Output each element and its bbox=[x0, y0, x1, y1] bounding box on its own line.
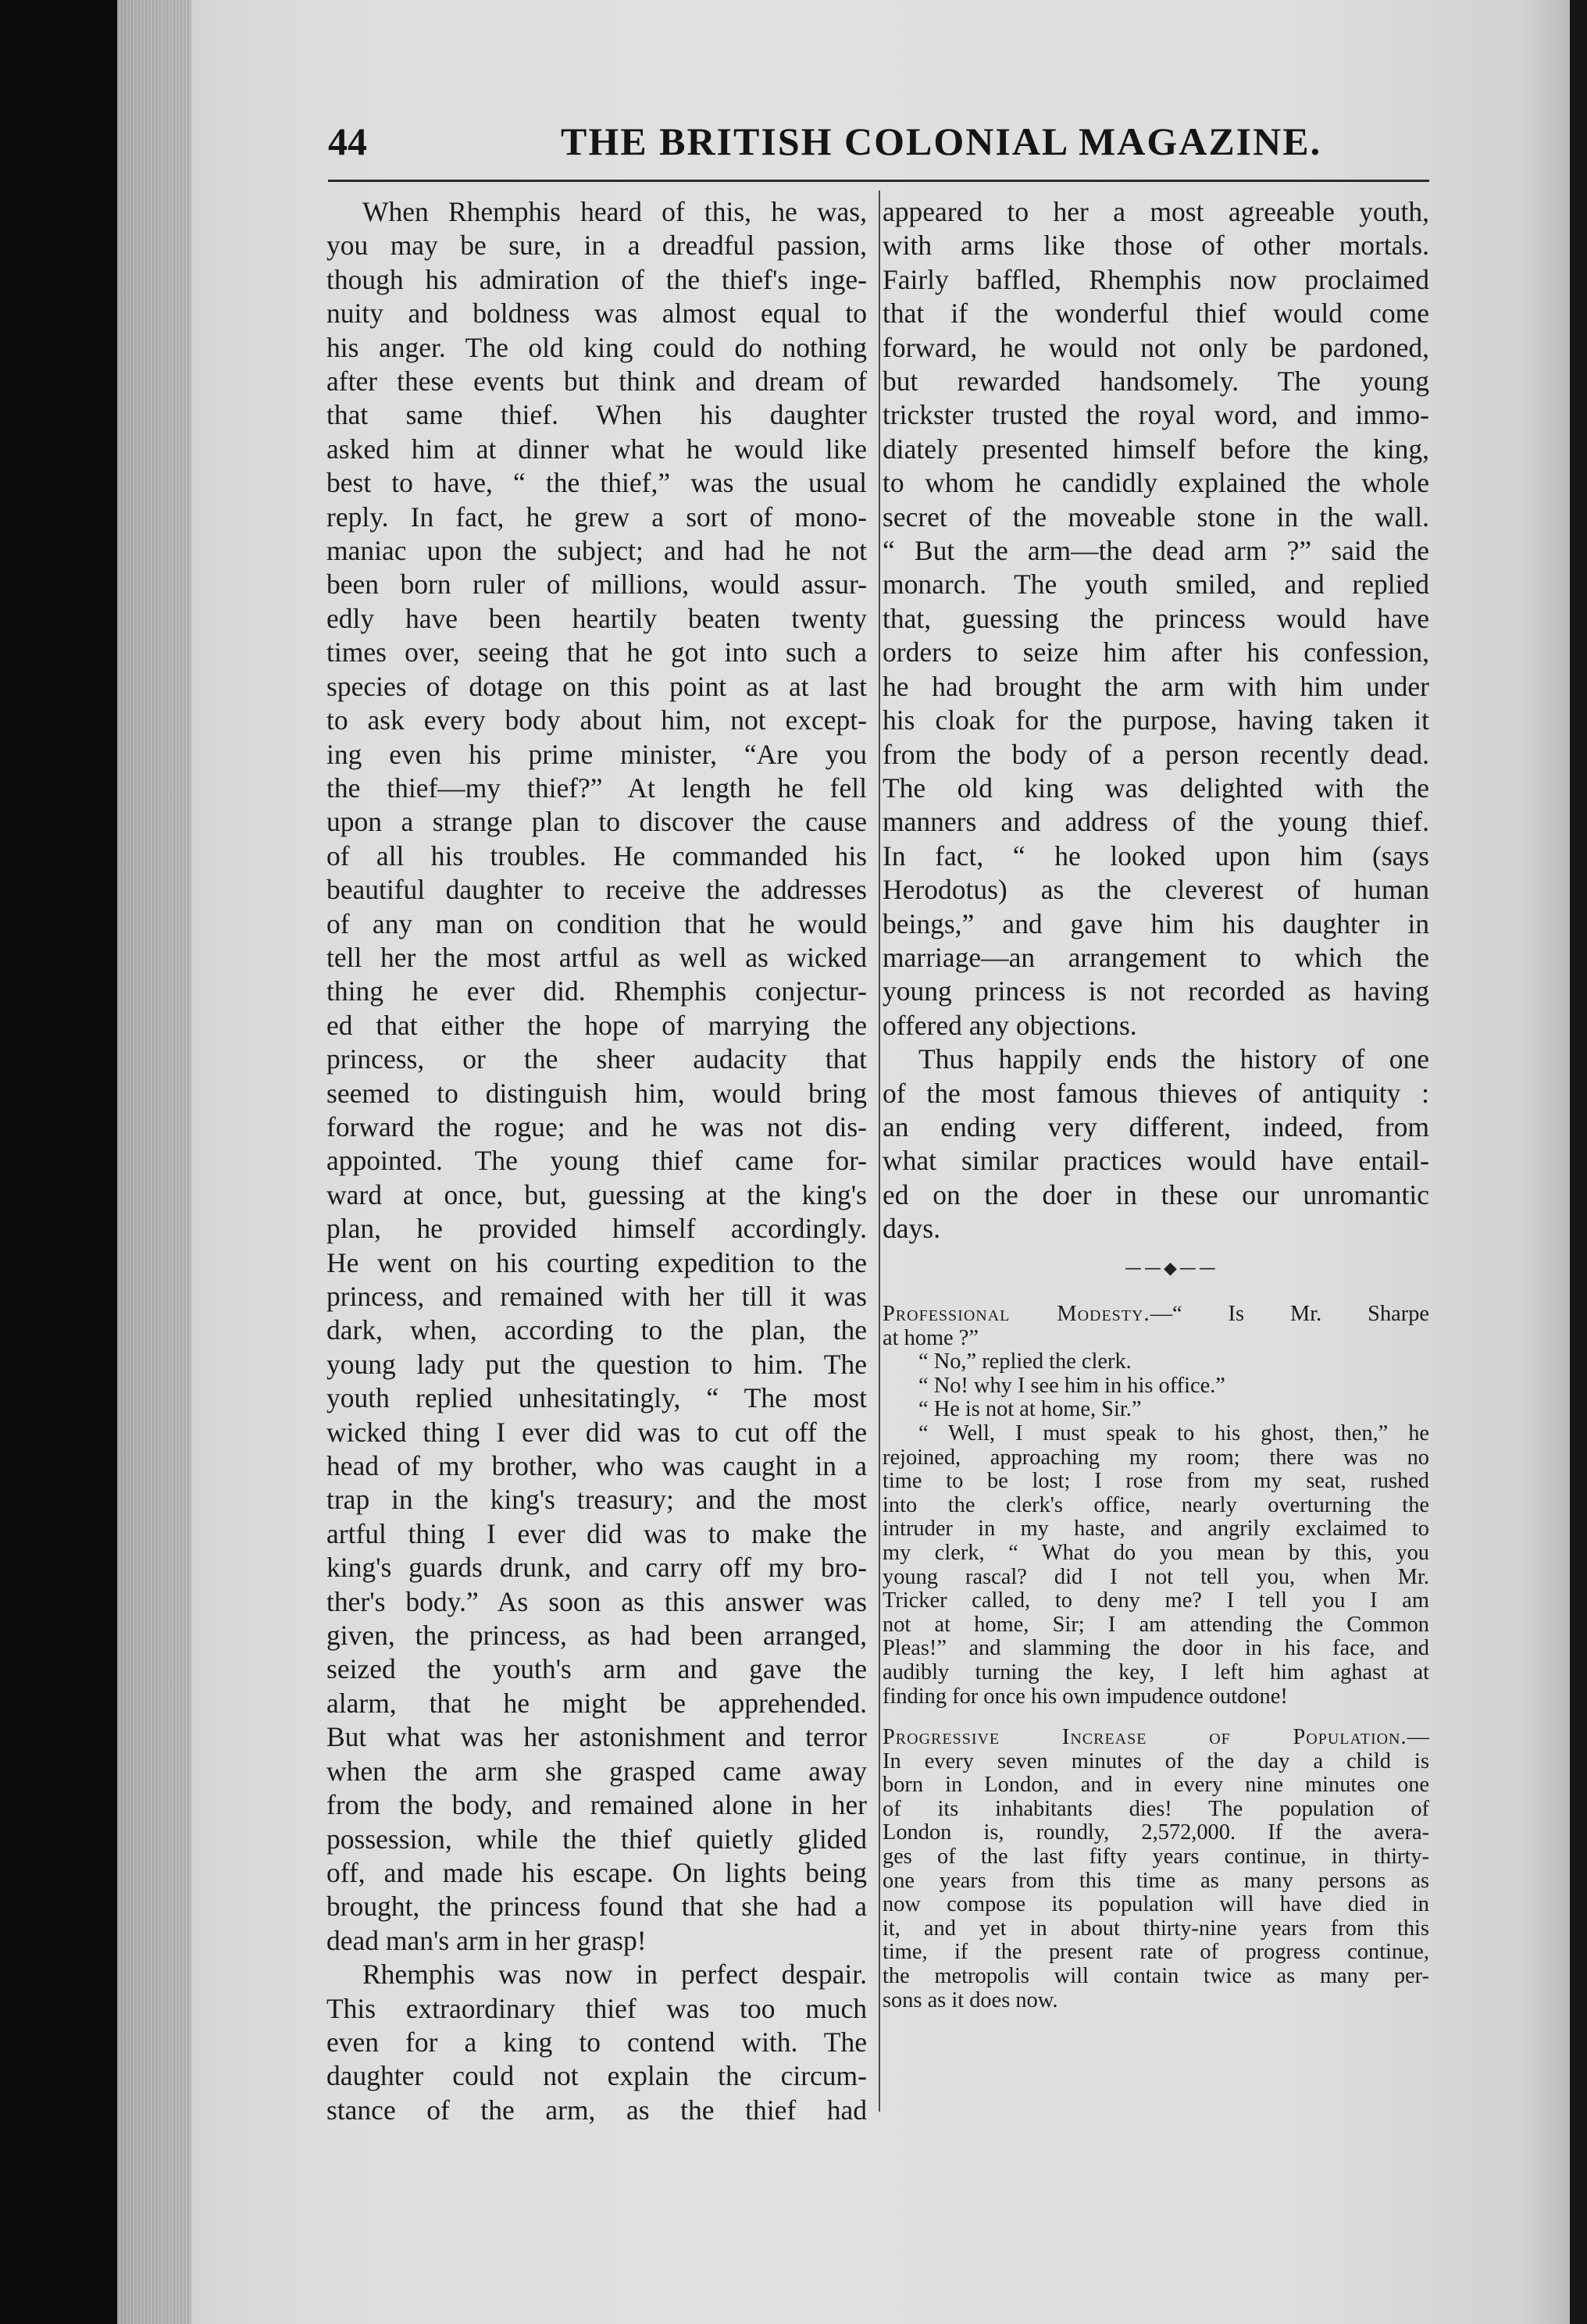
text-line: But what was her astonishment and terror bbox=[326, 1721, 867, 1753]
text-line: forward, he would not only be pardoned, bbox=[883, 331, 1429, 363]
text-line: He went on his courting expedition to the bbox=[326, 1246, 867, 1278]
note-population-increase bbox=[883, 1726, 1429, 2012]
text-line: young lady put the question to him. The bbox=[326, 1348, 867, 1380]
text-line bbox=[883, 1303, 1429, 1327]
text-line: king's guards drunk, and carry off my bro- bbox=[326, 1552, 867, 1584]
page-edge-shadow bbox=[117, 0, 191, 2324]
text-line: from the body of a person recently dead. bbox=[883, 738, 1429, 770]
text-line: “ But the arm—the dead arm ?” said the bbox=[883, 535, 1429, 567]
text-line: When Rhemphis heard of this, he was, bbox=[362, 196, 867, 227]
text-line: he had brought the arm with him under bbox=[883, 670, 1429, 702]
note-title: Progressive Increase of Population. bbox=[883, 1725, 1407, 1750]
text-line: even for a king to contend with. The bbox=[326, 2026, 867, 2058]
notes-column bbox=[883, 1303, 1429, 2012]
column-rule bbox=[879, 191, 880, 2112]
text-line: Thus happily ends the history of one bbox=[918, 1043, 1429, 1075]
text-line: though his admiration of the thief's inge- bbox=[326, 263, 867, 295]
text-line: Fairly baffled, Rhemphis now proclaimed bbox=[883, 263, 1429, 295]
text-line: when the arm she grasped came away bbox=[326, 1755, 867, 1787]
left-column bbox=[326, 195, 867, 2127]
text-line: offered any objections. bbox=[883, 1009, 1137, 1041]
text-line: plan, he provided himself accordingly. bbox=[326, 1213, 867, 1245]
text-line: princess, or the sheer audacity that bbox=[326, 1043, 867, 1075]
text-line: possession, while the thief quietly glided bbox=[326, 1823, 867, 1855]
text-line: This extraordinary thief was too much bbox=[326, 1992, 867, 2024]
text-line: his cloak for the purpose, having taken it bbox=[883, 704, 1429, 736]
text-line: audibly turning the key, I left him aghast at bbox=[883, 1659, 1429, 1684]
text-line: seized the youth's arm and gave the bbox=[326, 1653, 867, 1685]
text-line: “ Well, I must speak to his ghost, then,” he bbox=[918, 1420, 1429, 1445]
text-line: trap in the king's treasury; and the most bbox=[326, 1484, 867, 1516]
text-line: appeared to her a most agreeable youth, bbox=[883, 196, 1429, 227]
text-line: the thief—my thief?” At length he fell bbox=[326, 772, 867, 804]
text-line: to whom he candidly explained the whole bbox=[883, 467, 1429, 499]
text-line: dark, when, according to the plan, the bbox=[326, 1314, 867, 1346]
text-line: days. bbox=[883, 1213, 940, 1245]
text-line: artful thing I ever did was to make the bbox=[326, 1517, 867, 1549]
text-line: finding for once his own impudence outdone! bbox=[883, 1684, 1288, 1709]
text-line: with arms like those of other mortals. bbox=[883, 230, 1429, 262]
text-line: ed on the doer in these our unromantic bbox=[883, 1178, 1429, 1210]
text-line: monarch. The youth smiled, and replied bbox=[883, 569, 1429, 601]
text-line bbox=[883, 1726, 1429, 1750]
text-line: you may be sure, in a dreadful passion, bbox=[326, 230, 867, 262]
text-line: brought, the princess found that she had a bbox=[326, 1891, 867, 1923]
text-line: asked him at dinner what he would like bbox=[326, 433, 867, 465]
text-line: manners and address of the young thief. bbox=[883, 806, 1429, 838]
text-line: ges of the last fifty years continue, in thirty- bbox=[883, 1845, 1429, 1870]
text-line: beings,” and gave him his daughter in bbox=[883, 907, 1429, 939]
text-line: one years from this time as many persons as bbox=[883, 1868, 1429, 1893]
text-line: beautiful daughter to receive the addresses bbox=[326, 874, 867, 906]
text-line: to ask every body about him, not except- bbox=[326, 704, 867, 736]
text-line: trickster trusted the royal word, and immo- bbox=[883, 399, 1429, 431]
text-line: “ No! why I see him in his office.” bbox=[918, 1373, 1225, 1398]
text-line: not at home, Sir; I am attending the Common bbox=[883, 1612, 1429, 1637]
text-line: appointed. The young thief came for- bbox=[326, 1145, 867, 1177]
text-line: upon a strange plan to discover the cause bbox=[326, 806, 867, 838]
text-line: orders to seize him after his confession, bbox=[883, 636, 1429, 668]
text-line: “ He is not at home, Sir.” bbox=[918, 1397, 1142, 1422]
text-line: dead man's arm in her grasp! bbox=[326, 1924, 647, 1956]
text-line: secret of the moveable stone in the wall. bbox=[883, 501, 1429, 533]
text-line: sons as it does now. bbox=[883, 1987, 1058, 2012]
text-line: his anger. The old king could do nothing bbox=[326, 331, 867, 363]
text-line: off, and made his escape. On lights being bbox=[326, 1856, 867, 1888]
text-line: In every seven minutes of the day a child is bbox=[883, 1748, 1429, 1773]
text-line: time, if the present rate of progress continue, bbox=[883, 1940, 1429, 1965]
text-line: seemed to distinguish him, would bring bbox=[326, 1077, 867, 1109]
text-line: what similar practices would have entail- bbox=[883, 1145, 1429, 1177]
text-line: Rhemphis was now in perfect despair. bbox=[362, 1959, 867, 1991]
text-line: been born ruler of millions, would assur- bbox=[326, 569, 867, 601]
text-line: youth replied unhesitatingly, “ The most bbox=[326, 1382, 867, 1414]
text-line: an ending very different, indeed, from bbox=[883, 1110, 1429, 1142]
text-line: my clerk, “ What do you mean by this, you bbox=[883, 1540, 1429, 1565]
text-line: intruder in my haste, and angrily exclaimed to bbox=[883, 1517, 1429, 1542]
text-line: the metropolis will contain twice as many per- bbox=[883, 1964, 1429, 1989]
text-line: Pleas!” and slamming the door in his face, and bbox=[883, 1636, 1429, 1661]
text-line: at home ?” bbox=[883, 1325, 979, 1350]
text-line: after these events but think and dream of bbox=[326, 365, 867, 397]
section-ornament: ——◆—— bbox=[1125, 1259, 1218, 1278]
text-line: but rewarded handsomely. The young bbox=[883, 365, 1429, 397]
text-line: ing even his prime minister, “Are you bbox=[326, 738, 867, 770]
note-text: — bbox=[1407, 1725, 1429, 1750]
text-line: species of dotage on this point as at last bbox=[326, 670, 867, 702]
text-line: nuity and boldness was almost equal to bbox=[326, 298, 867, 330]
text-line: thing he ever did. Rhemphis conjectur- bbox=[326, 975, 867, 1007]
text-line: ed that either the hope of marrying the bbox=[326, 1009, 867, 1041]
text-line: Herodotus) as the cleverest of human bbox=[883, 874, 1429, 906]
text-line: of its inhabitants dies! The population of bbox=[883, 1796, 1429, 1821]
text-line: young princess is not recorded as having bbox=[883, 975, 1429, 1007]
text-line: princess, and remained with her till it was bbox=[326, 1281, 867, 1312]
text-line: ther's body.” As soon as this answer was bbox=[326, 1585, 867, 1617]
text-line: wicked thing I ever did was to cut off the bbox=[326, 1416, 867, 1448]
header-rule bbox=[328, 180, 1429, 182]
text-line: marriage—an arrangement to which the bbox=[883, 941, 1429, 973]
text-line: diately presented himself before the king, bbox=[883, 433, 1429, 465]
text-line: that, guessing the princess would have bbox=[883, 602, 1429, 634]
note-text: —“ Is Mr. Sharpe bbox=[1150, 1302, 1429, 1326]
text-line: maniac upon the subject; and had he not bbox=[326, 535, 867, 567]
text-line: of any man on condition that he would bbox=[326, 907, 867, 939]
text-line: daughter could not explain the circum- bbox=[326, 2060, 867, 2092]
text-line: now compose its population will have died in bbox=[883, 1892, 1429, 1917]
text-line: into the clerk's office, nearly overturning the bbox=[883, 1492, 1429, 1517]
text-line: reply. In fact, he grew a sort of mono- bbox=[326, 501, 867, 533]
text-line: ward at once, but, guessing at the king's bbox=[326, 1178, 867, 1210]
text-line: best to have, “ the thief,” was the usual bbox=[326, 467, 867, 499]
text-line: edly have been heartily beaten twenty bbox=[326, 602, 867, 634]
text-line: stance of the arm, as the thief had bbox=[326, 2094, 867, 2126]
text-line: that if the wonderful thief would come bbox=[883, 298, 1429, 330]
text-line: Tricker called, to deny me? I tell you I am bbox=[883, 1588, 1429, 1613]
text-line: young rascal? did I not tell you, when Mr. bbox=[883, 1564, 1429, 1589]
text-line: The old king was delighted with the bbox=[883, 772, 1429, 804]
note-title: Professional Modesty. bbox=[883, 1302, 1150, 1326]
text-line: In fact, “ he looked upon him (says bbox=[883, 839, 1429, 872]
text-line: forward the rogue; and he was not dis- bbox=[326, 1110, 867, 1142]
text-line: head of my brother, who was caught in a bbox=[326, 1450, 867, 1482]
text-line: born in London, and in every nine minutes one bbox=[883, 1773, 1429, 1798]
text-line: it, and yet in about thirty-nine years from this bbox=[883, 1916, 1429, 1941]
text-line: alarm, that he might be apprehended. bbox=[326, 1687, 867, 1719]
running-head: THE BRITISH COLONIAL MAGAZINE. bbox=[561, 119, 1322, 163]
text-line: that same thief. When his daughter bbox=[326, 399, 867, 431]
text-line: from the body, and remained alone in her bbox=[326, 1789, 867, 1821]
text-line: times over, seeing that he got into such a bbox=[326, 636, 867, 668]
text-line: “ No,” replied the clerk. bbox=[918, 1349, 1132, 1374]
page-number: 44 bbox=[328, 119, 367, 163]
scan-border bbox=[1570, 0, 1587, 2324]
text-line: rejoined, approaching my room; there was no bbox=[883, 1445, 1429, 1470]
text-line: of all his troubles. He commanded his bbox=[326, 839, 867, 872]
right-column bbox=[883, 195, 1429, 1246]
text-line: tell her the most artful as well as wicked bbox=[326, 941, 867, 973]
text-line: London is, roundly, 2,572,000. If the avera- bbox=[883, 1820, 1429, 1845]
text-line: of the most famous thieves of antiquity : bbox=[883, 1077, 1429, 1109]
note-professional-modesty bbox=[883, 1303, 1429, 1709]
text-line: given, the princess, as had been arranged, bbox=[326, 1620, 867, 1652]
text-line: time to be lost; I rose from my seat, rushed bbox=[883, 1469, 1429, 1494]
